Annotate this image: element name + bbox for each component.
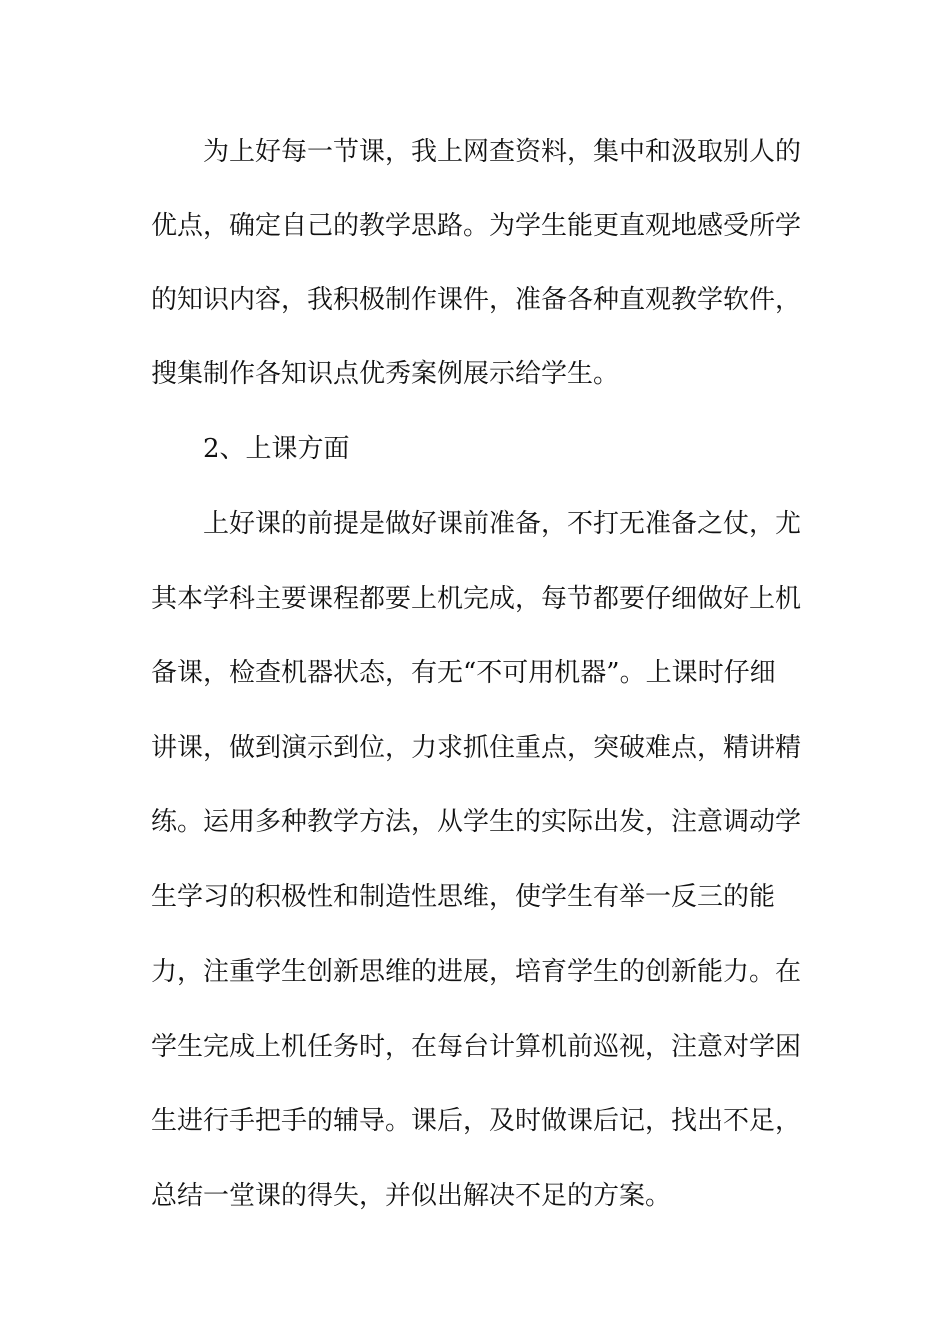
paragraph-1-line-1: 为上好每一节课，我上网查资料，集中和汲取别人的 [203,137,802,167]
paragraph-2-line-10: 总结一堂课的得失，并似出解决不足的方案。 [151,1181,672,1211]
paragraph-2-line-3: 备课，检查机器状态，有无“不可用机器”。上课时仔细 [151,658,776,688]
paragraph-2-line-7: 力，注重学生创新思维的进展，培育学生的创新能力。在 [151,957,802,987]
paragraph-1-line-3: 的知识内容，我积极制作课件，准备各种直观教学软件， [151,285,802,315]
paragraph-2-line-8: 学生完成上机任务时，在每台计算机前巡视，注意对学困 [151,1032,802,1062]
paragraph-2-line-5: 练。运用多种教学方法，从学生的实际出发，注意调动学 [151,807,802,837]
paragraph-2-line-9: 生进行手把手的辅导。课后，及时做课后记，找出不足， [151,1106,802,1136]
paragraph-2-line-6: 生学习的积极性和制造性思维，使学生有举一反三的能 [151,882,776,912]
paragraph-1-line-2: 优点，确定自己的教学思路。为学生能更直观地感受所学 [151,211,802,241]
paragraph-2-line-4: 讲课，做到演示到位，力求抓住重点，突破难点，精讲精 [151,733,802,763]
paragraph-2-line-2: 其本学科主要课程都要上机完成，每节都要仔细做好上机 [151,584,802,614]
paragraph-1-line-4: 搜集制作各知识点优秀案例展示给学生。 [151,359,620,389]
paragraph-2-line-1: 上好课的前提是做好课前准备，不打无准备之仗，尤 [203,509,802,539]
section-heading: 2、上课方面 [203,434,350,464]
